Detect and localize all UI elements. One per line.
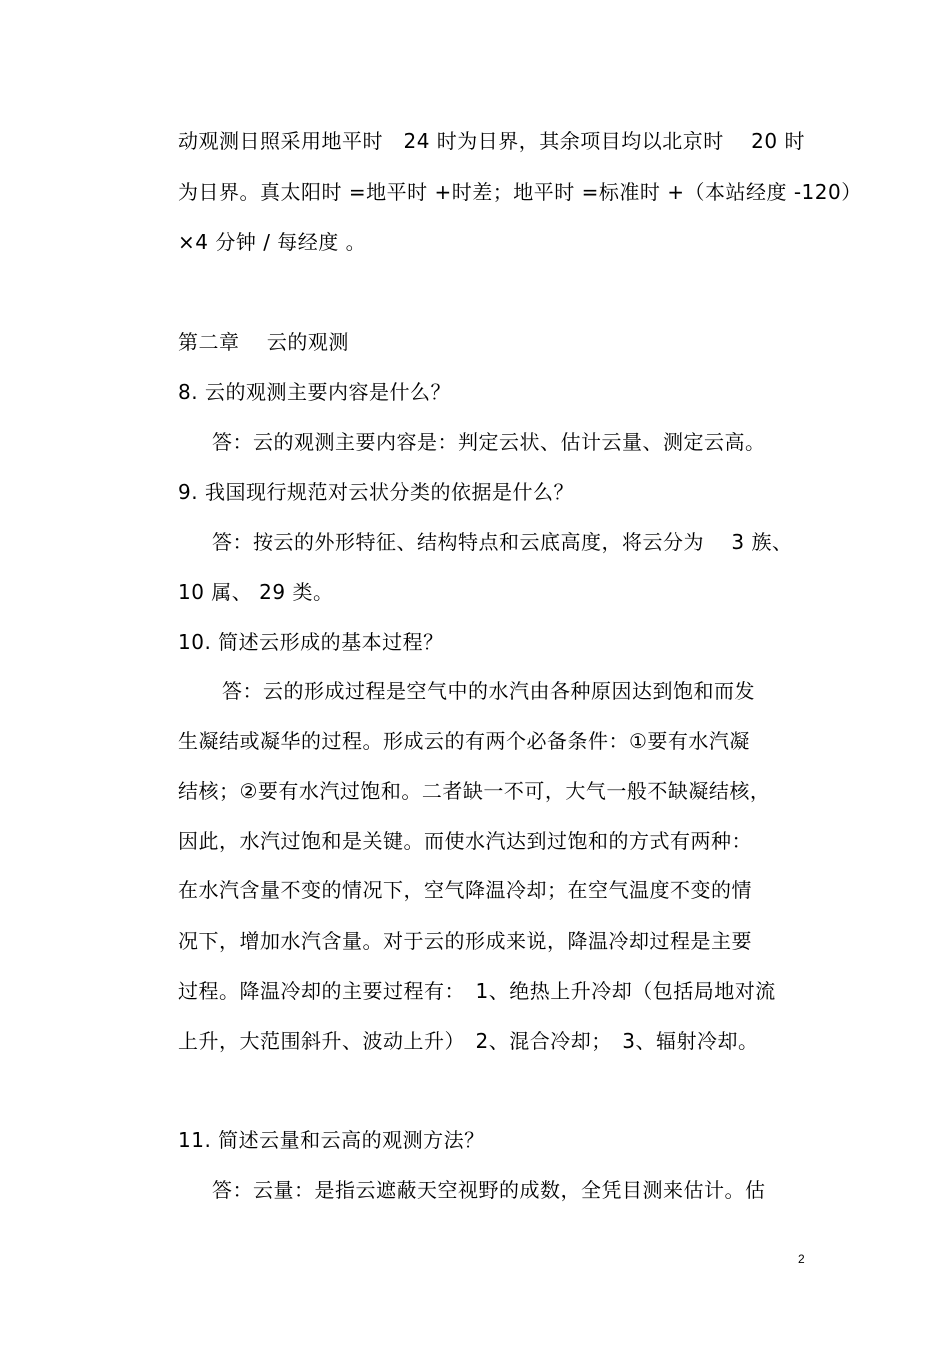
question-11: 11. 简述云量和云高的观测方法？ xyxy=(178,1128,485,1152)
answer-8: 答：云的观测主要内容是：判定云状、估计云量、测定云高。 xyxy=(212,430,766,454)
answer-10-line-1: 答：云的形成过程是空气中的水汽由各种原因达到饱和而发 xyxy=(222,679,755,703)
answer-10-line-6: 况下，增加水汽含量。对于云的形成来说，降温冷却过程是主要 xyxy=(178,929,752,953)
answer-10-line-2: 生凝结或凝华的过程。形成云的有两个必备条件：①要有水汽凝 xyxy=(178,729,750,753)
answer-9-line-2: 10 属、 29 类。 xyxy=(178,580,334,604)
question-8: 8. 云的观测主要内容是什么？ xyxy=(178,380,451,404)
answer-9-line-1: 答：按云的外形特征、结构特点和云底高度，将云分为 3 族、 xyxy=(212,530,793,554)
text-line-true-solar-time: 为日界。真太阳时 =地平时 +时差；地平时 =标准时 +（本站经度 -120） xyxy=(178,180,862,204)
question-9: 9. 我国现行规范对云状分类的依据是什么？ xyxy=(178,480,574,504)
answer-10-line-7: 过程。降温冷却的主要过程有： 1、绝热上升冷却（包括局地对流 xyxy=(178,979,776,1003)
answer-10-line-4: 因此，水汽过饱和是关键。而使水汽达到过饱和的方式有两种： xyxy=(178,829,752,853)
chapter-heading: 第二章 云的观测 xyxy=(178,330,349,354)
answer-11-line-1: 答：云量：是指云遮蔽天空视野的成数，全凭目测来估计。估 xyxy=(212,1178,766,1202)
page-number: 2 xyxy=(798,1252,805,1266)
text-line-minutes-per-degree: ×4 分钟 / 每经度 。 xyxy=(178,230,367,254)
question-10: 10. 简述云形成的基本过程？ xyxy=(178,630,444,654)
answer-10-line-3: 结核；②要有水汽过饱和。二者缺一不可，大气一般不缺凝结核， xyxy=(178,779,771,803)
answer-10-line-5: 在水汽含量不变的情况下，空气降温冷却；在空气温度不变的情 xyxy=(178,878,752,902)
answer-10-line-8: 上升，大范围斜升、波动上升） 2、混合冷却； 3、辐射冷却。 xyxy=(178,1029,759,1053)
text-line-sunshine-day-boundary: 动观测日照采用地平时 24 时为日界，其余项目均以北京时 20 时 xyxy=(178,129,805,153)
